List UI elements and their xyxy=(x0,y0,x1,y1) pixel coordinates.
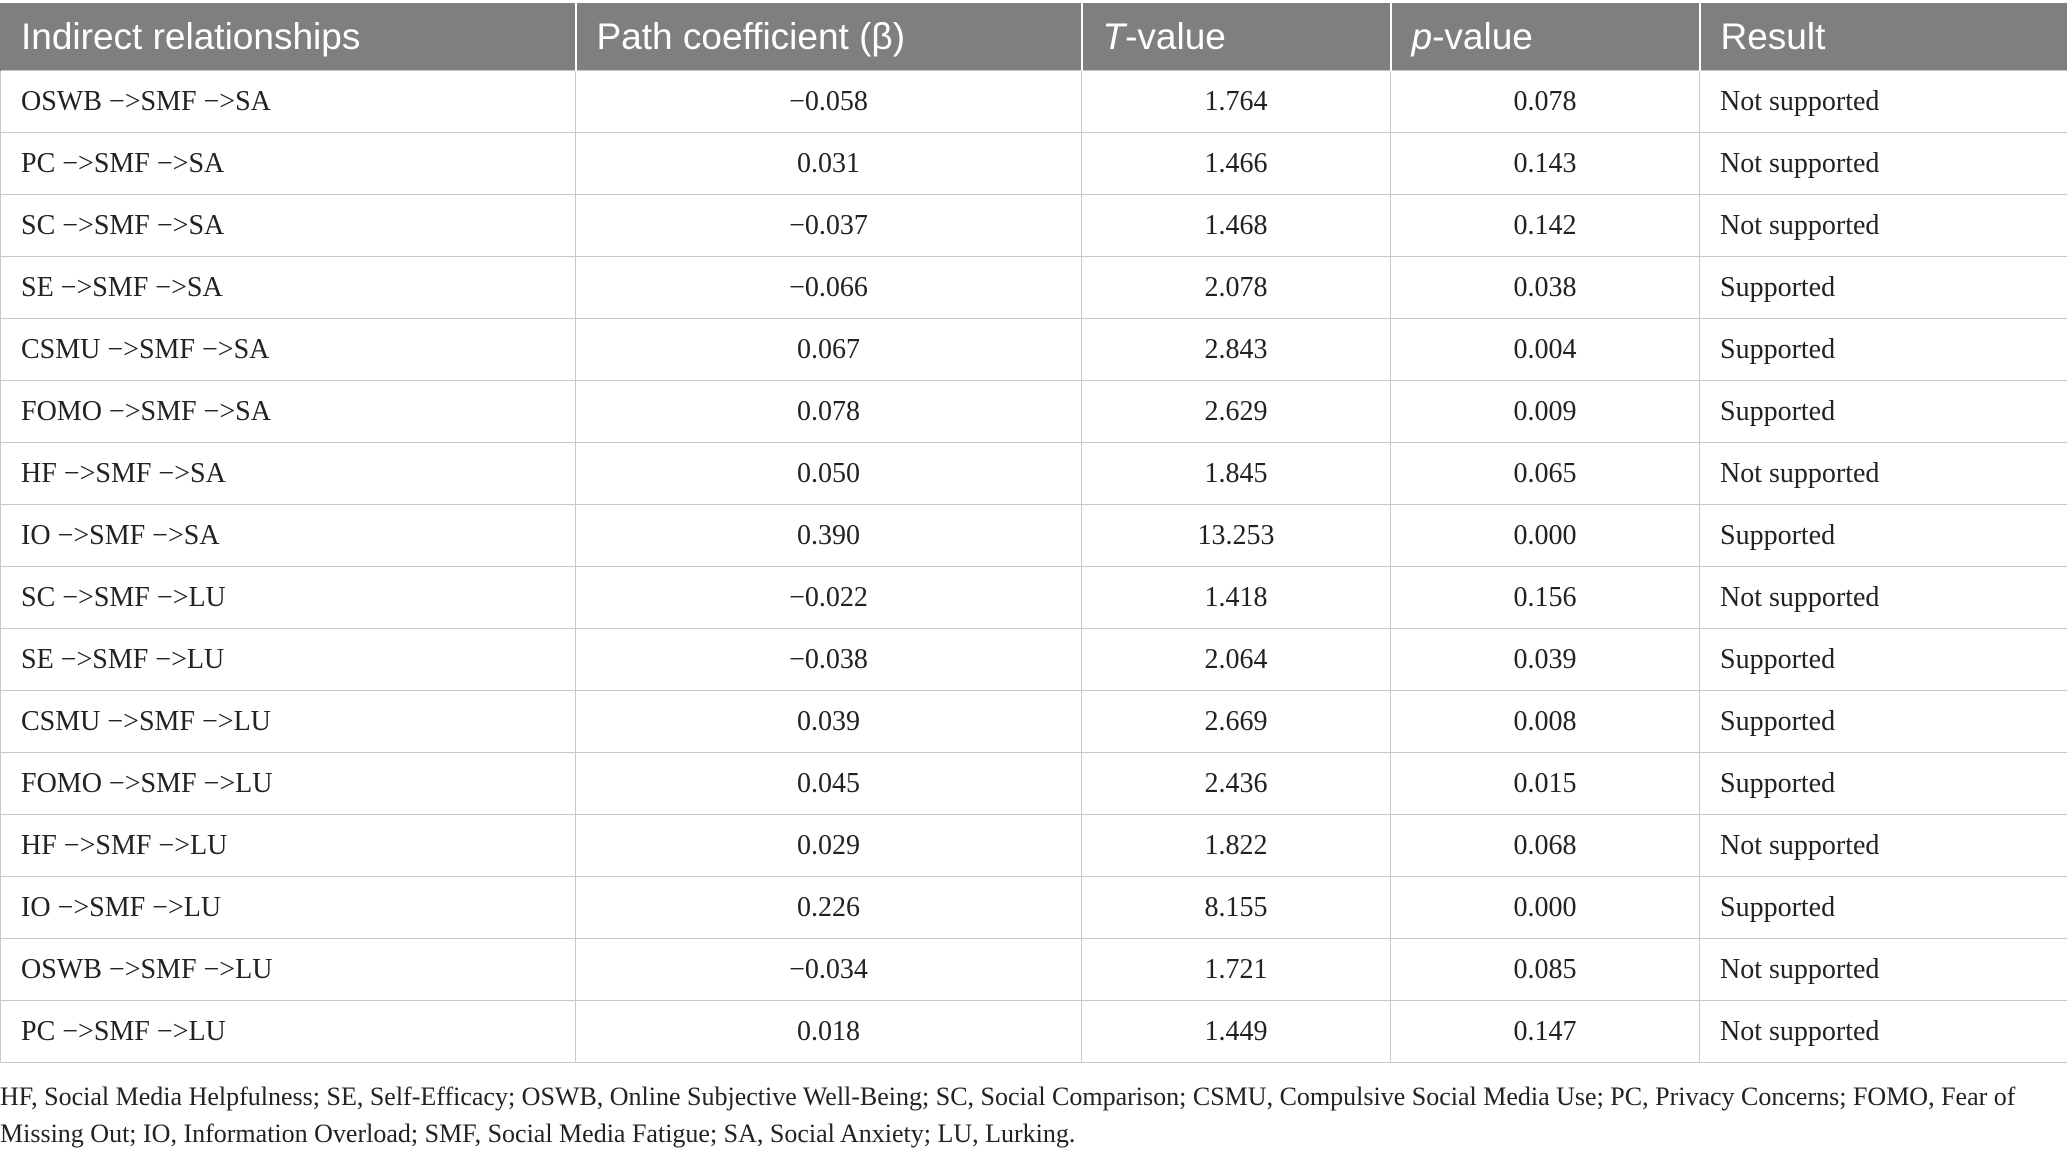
table-row xyxy=(1,691,2067,753)
table-row xyxy=(1,505,2067,567)
cell-t-value: 1.822 xyxy=(1082,815,1391,877)
cell-path-coefficient: −0.038 xyxy=(576,629,1082,691)
cell-t-value: 13.253 xyxy=(1082,505,1391,567)
table-row xyxy=(1,443,2067,505)
table-row xyxy=(1,71,2067,133)
cell-p-value: 0.000 xyxy=(1391,877,1700,939)
cell-result: Not supported xyxy=(1700,567,2067,629)
cell-result: Supported xyxy=(1700,629,2067,691)
indirect-relationships-table xyxy=(0,3,2067,1063)
cell-result: Supported xyxy=(1700,753,2067,815)
table-row xyxy=(1,877,2067,939)
cell-result: Not supported xyxy=(1700,1001,2067,1063)
cell-path: SE −>SMF −>LU xyxy=(1,629,576,691)
header-label: Path coefficient (β) xyxy=(596,15,906,57)
cell-path: HF −>SMF −>LU xyxy=(1,815,576,877)
cell-result: Not supported xyxy=(1700,195,2067,257)
cell-path-coefficient: −0.066 xyxy=(576,257,1082,319)
cell-result: Supported xyxy=(1700,381,2067,443)
cell-result: Supported xyxy=(1700,257,2067,319)
header-path-coefficient xyxy=(576,3,1082,71)
cell-path-coefficient: 0.390 xyxy=(576,505,1082,567)
cell-path-coefficient: 0.031 xyxy=(576,133,1082,195)
results-table-container xyxy=(0,3,2067,1063)
table-row xyxy=(1,629,2067,691)
cell-result: Supported xyxy=(1700,691,2067,753)
cell-result: Supported xyxy=(1700,319,2067,381)
cell-p-value: 0.078 xyxy=(1391,71,1700,133)
cell-path: CSMU −>SMF −>SA xyxy=(1,319,576,381)
cell-path-coefficient: 0.045 xyxy=(576,753,1082,815)
cell-t-value: 2.064 xyxy=(1082,629,1391,691)
cell-t-value: 1.845 xyxy=(1082,443,1391,505)
table-footnote: HF, Social Media Helpfulness; SE, Self-Efficacy; OSWB, Online Subjective Well-Being; SC, Social Comparison; CSMU, Compulsive Social Media Use; PC, Privacy Concerns; FOMO, Fear of Missing Out; IO, Information Overload; SMF, Social Media Fatigue; SA, Social Anxiety; LU, Lurking. xyxy=(0,1082,2016,1148)
cell-path-coefficient: 0.078 xyxy=(576,381,1082,443)
cell-p-value: 0.039 xyxy=(1391,629,1700,691)
cell-path: SC −>SMF −>SA xyxy=(1,195,576,257)
header-label-italic: p xyxy=(1411,15,1433,57)
cell-t-value: 1.449 xyxy=(1082,1001,1391,1063)
table-header xyxy=(1,3,2067,71)
cell-t-value: 8.155 xyxy=(1082,877,1391,939)
cell-p-value: 0.008 xyxy=(1391,691,1700,753)
cell-path: FOMO −>SMF −>SA xyxy=(1,381,576,443)
cell-p-value: 0.147 xyxy=(1391,1001,1700,1063)
cell-result: Not supported xyxy=(1700,71,2067,133)
header-label: Result xyxy=(1720,15,1826,57)
cell-t-value: 1.418 xyxy=(1082,567,1391,629)
cell-t-value: 1.764 xyxy=(1082,71,1391,133)
cell-result: Not supported xyxy=(1700,443,2067,505)
table-row xyxy=(1,319,2067,381)
cell-p-value: 0.143 xyxy=(1391,133,1700,195)
table-row xyxy=(1,1001,2067,1063)
cell-path-coefficient: 0.050 xyxy=(576,443,1082,505)
cell-path: OSWB −>SMF −>LU xyxy=(1,939,576,1001)
cell-path: PC −>SMF −>SA xyxy=(1,133,576,195)
header-row xyxy=(1,3,2067,71)
cell-p-value: 0.142 xyxy=(1391,195,1700,257)
header-indirect-relationships xyxy=(1,3,576,71)
cell-path-coefficient: −0.058 xyxy=(576,71,1082,133)
cell-path-coefficient: 0.039 xyxy=(576,691,1082,753)
cell-path-coefficient: −0.022 xyxy=(576,567,1082,629)
header-label: Indirect relationships xyxy=(21,15,361,57)
cell-result: Not supported xyxy=(1700,815,2067,877)
cell-t-value: 2.669 xyxy=(1082,691,1391,753)
cell-path-coefficient: −0.034 xyxy=(576,939,1082,1001)
cell-path: IO −>SMF −>SA xyxy=(1,505,576,567)
cell-path: SC −>SMF −>LU xyxy=(1,567,576,629)
cell-p-value: 0.156 xyxy=(1391,567,1700,629)
cell-path: CSMU −>SMF −>LU xyxy=(1,691,576,753)
header-t-value xyxy=(1082,3,1391,71)
cell-t-value: 2.436 xyxy=(1082,753,1391,815)
cell-t-value: 1.466 xyxy=(1082,133,1391,195)
cell-result: Supported xyxy=(1700,877,2067,939)
cell-path-coefficient: 0.018 xyxy=(576,1001,1082,1063)
cell-p-value: 0.065 xyxy=(1391,443,1700,505)
table-row xyxy=(1,939,2067,1001)
table-row xyxy=(1,815,2067,877)
cell-t-value: 2.078 xyxy=(1082,257,1391,319)
header-p-value xyxy=(1391,3,1700,71)
cell-path: FOMO −>SMF −>LU xyxy=(1,753,576,815)
cell-p-value: 0.068 xyxy=(1391,815,1700,877)
table-row xyxy=(1,133,2067,195)
table-body xyxy=(1,71,2067,1063)
cell-path: SE −>SMF −>SA xyxy=(1,257,576,319)
cell-t-value: 1.721 xyxy=(1082,939,1391,1001)
cell-path-coefficient: 0.029 xyxy=(576,815,1082,877)
cell-path: IO −>SMF −>LU xyxy=(1,877,576,939)
header-result xyxy=(1700,3,2067,71)
cell-t-value: 2.629 xyxy=(1082,381,1391,443)
cell-t-value: 2.843 xyxy=(1082,319,1391,381)
cell-result: Not supported xyxy=(1700,133,2067,195)
table-row xyxy=(1,381,2067,443)
table-row xyxy=(1,753,2067,815)
cell-path: HF −>SMF −>SA xyxy=(1,443,576,505)
cell-p-value: 0.009 xyxy=(1391,381,1700,443)
table-row xyxy=(1,257,2067,319)
cell-path-coefficient: 0.226 xyxy=(576,877,1082,939)
cell-t-value: 1.468 xyxy=(1082,195,1391,257)
header-label-italic: T xyxy=(1102,15,1126,57)
cell-path-coefficient: 0.067 xyxy=(576,319,1082,381)
cell-path-coefficient: −0.037 xyxy=(576,195,1082,257)
cell-result: Not supported xyxy=(1700,939,2067,1001)
cell-p-value: 0.000 xyxy=(1391,505,1700,567)
cell-p-value: 0.085 xyxy=(1391,939,1700,1001)
cell-p-value: 0.038 xyxy=(1391,257,1700,319)
table-row xyxy=(1,567,2067,629)
cell-result: Supported xyxy=(1700,505,2067,567)
cell-p-value: 0.004 xyxy=(1391,319,1700,381)
header-label: -value xyxy=(1432,15,1533,57)
header-label: -value xyxy=(1125,15,1226,57)
table-row xyxy=(1,195,2067,257)
cell-path: PC −>SMF −>LU xyxy=(1,1001,576,1063)
cell-path: OSWB −>SMF −>SA xyxy=(1,71,576,133)
cell-p-value: 0.015 xyxy=(1391,753,1700,815)
